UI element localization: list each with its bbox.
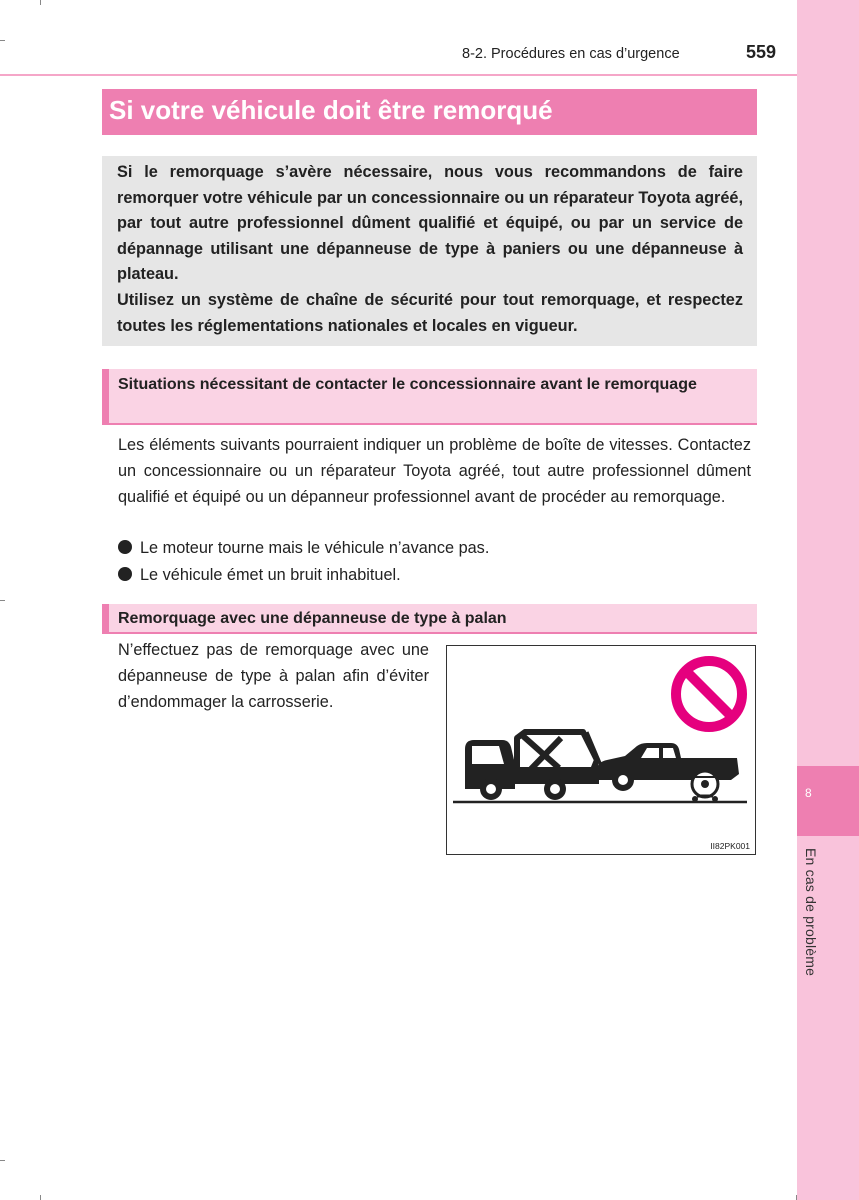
chapter-number: 8 bbox=[805, 786, 812, 800]
section-heading-text: Remorquage avec une dépanneuse de type à palan bbox=[118, 610, 507, 627]
intro-note-box bbox=[102, 156, 757, 346]
crop-mark bbox=[40, 1195, 41, 1200]
chapter-title: En cas de problème bbox=[803, 848, 819, 977]
figure-code: II82PK001 bbox=[710, 841, 750, 851]
intro-paragraph-1: Si le remorquage s’avère nécessaire, nous vous recommandons de faire remorquer votre véhicule par un concessionnaire ou un réparateur Toyota agréé, par tout autre professionnel dûment qualifié et équipé, ou par un service de dépannage utilisant une dépanneuse de type à paniers ou une dépanneuse à plateau. bbox=[117, 163, 743, 284]
crop-mark bbox=[40, 0, 41, 5]
bullet-dot-icon bbox=[118, 540, 132, 554]
towing-illustration bbox=[446, 645, 756, 855]
chapter-side-tab bbox=[797, 0, 859, 1200]
bullet-item bbox=[118, 562, 401, 588]
section-body-dealer: Les éléments suivants pourraient indiquer un problème de boîte de vitesses. Contactez un concessionnaire ou un réparateur Toyota agréé, tout autre professionnel dûment qualifié et équipé ou un dépanneur professionnel avant de procéder au remorquage. bbox=[118, 436, 751, 506]
bullet-dot-icon bbox=[118, 567, 132, 581]
crop-mark bbox=[0, 600, 5, 601]
page-title-bar bbox=[102, 89, 757, 135]
bullet-item bbox=[118, 535, 489, 561]
section-body-wheel-lift: N’effectuez pas de remorquage avec une dépanneuse de type à palan afin d’éviter d’endommager la carrosserie. bbox=[118, 641, 429, 711]
section-reference: 8-2. Procédures en cas d’urgence bbox=[462, 46, 680, 62]
tow-truck-drawing bbox=[447, 646, 755, 854]
bullet-text: Le véhicule émet un bruit inhabituel. bbox=[140, 566, 401, 584]
section-heading-dealer bbox=[102, 369, 757, 425]
page-number: 559 bbox=[746, 42, 777, 62]
header-rule bbox=[0, 74, 797, 76]
crop-mark bbox=[0, 40, 5, 41]
intro-paragraph-2: Utilisez un système de chaîne de sécurité pour tout remorquage, et respectez toutes les réglementations nationales et locales en vigueur. bbox=[117, 290, 743, 335]
chapter-marker bbox=[797, 766, 859, 836]
bullet-text: Le moteur tourne mais le véhicule n’avance pas. bbox=[140, 539, 490, 557]
page-title: Si votre véhicule doit être remorqué bbox=[109, 95, 553, 125]
section-heading-wheel-lift bbox=[102, 604, 757, 634]
section-heading-text: Situations nécessitant de contacter le concessionnaire avant le remorquage bbox=[118, 376, 697, 393]
crop-mark bbox=[0, 1160, 5, 1161]
prohibited-icon bbox=[676, 661, 742, 727]
